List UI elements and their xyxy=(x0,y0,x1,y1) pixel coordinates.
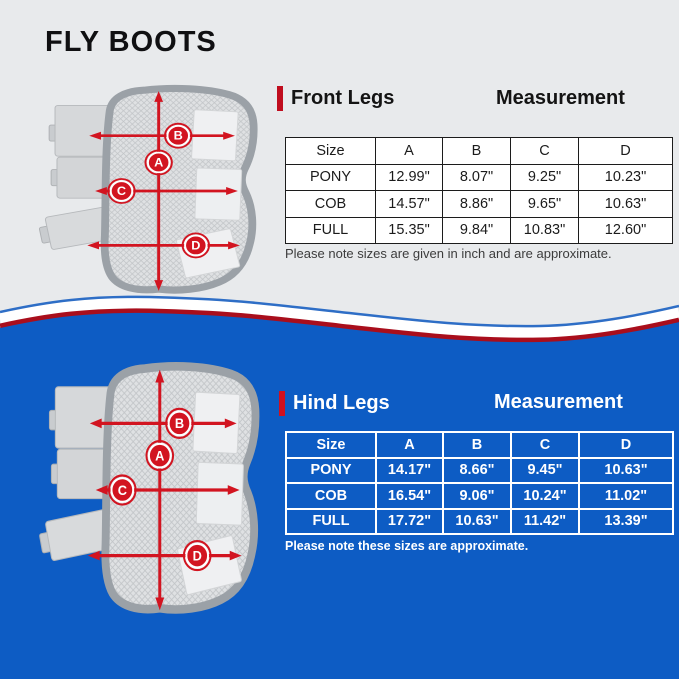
value-cell: 11.42" xyxy=(511,509,579,535)
page-title: FLY BOOTS xyxy=(45,26,217,58)
value-cell: 10.63" xyxy=(579,191,673,218)
header-cell: D xyxy=(579,138,673,165)
header-cell: A xyxy=(376,138,443,165)
value-cell: 10.23" xyxy=(579,164,673,191)
value-cell: 8.86" xyxy=(443,191,511,218)
hind-legs-size-table xyxy=(285,431,674,535)
front-measurement-label: Measurement xyxy=(496,87,625,109)
hind-size-note: Please note these sizes are approximate. xyxy=(285,539,529,553)
header-cell: Size xyxy=(286,432,376,458)
front-size-note: Please note sizes are given in inch and are approximate. xyxy=(285,246,612,261)
table-header-row xyxy=(286,138,673,165)
value-cell: 10.24" xyxy=(511,483,579,509)
hind-legs-heading-label: Hind Legs xyxy=(293,392,390,414)
header-cell: B xyxy=(443,432,511,458)
table-row xyxy=(286,217,673,244)
red-accent-bar xyxy=(277,86,283,111)
value-cell: 10.83" xyxy=(511,217,579,244)
table-row xyxy=(286,191,673,218)
value-cell: 14.17" xyxy=(376,458,443,484)
value-cell: 11.02" xyxy=(579,483,673,509)
table-row xyxy=(286,164,673,191)
value-cell: 12.60" xyxy=(579,217,673,244)
table-row xyxy=(286,458,673,484)
hind-measurement-label: Measurement xyxy=(494,391,623,413)
size-cell: COB xyxy=(286,483,376,509)
value-cell: 8.07" xyxy=(443,164,511,191)
size-cell: COB xyxy=(286,191,376,218)
value-cell: 8.66" xyxy=(443,458,511,484)
table-row xyxy=(286,509,673,535)
value-cell: 9.45" xyxy=(511,458,579,484)
header-cell: C xyxy=(511,138,579,165)
value-cell: 9.25" xyxy=(511,164,579,191)
size-cell: FULL xyxy=(286,509,376,535)
hind-legs-heading xyxy=(279,390,390,416)
size-cell: PONY xyxy=(286,458,376,484)
header-cell: C xyxy=(511,432,579,458)
value-cell: 16.54" xyxy=(376,483,443,509)
header-cell: Size xyxy=(286,138,376,165)
table-header-row xyxy=(286,432,673,458)
front-legs-heading xyxy=(277,85,394,111)
header-cell: D xyxy=(579,432,673,458)
front-legs-size-table xyxy=(285,137,673,244)
value-cell: 12.99" xyxy=(376,164,443,191)
value-cell: 10.63" xyxy=(579,458,673,484)
value-cell: 9.84" xyxy=(443,217,511,244)
value-cell: 17.72" xyxy=(376,509,443,535)
value-cell: 15.35" xyxy=(376,217,443,244)
size-cell: PONY xyxy=(286,164,376,191)
header-cell: A xyxy=(376,432,443,458)
value-cell: 9.06" xyxy=(443,483,511,509)
value-cell: 10.63" xyxy=(443,509,511,535)
size-cell: FULL xyxy=(286,217,376,244)
hind-boot-illustration xyxy=(12,361,278,619)
header-cell: B xyxy=(443,138,511,165)
table-row xyxy=(286,483,673,509)
red-accent-bar xyxy=(279,391,285,416)
value-cell: 14.57" xyxy=(376,191,443,218)
front-boot-illustration xyxy=(12,84,276,298)
front-legs-heading-label: Front Legs xyxy=(291,87,395,109)
value-cell: 9.65" xyxy=(511,191,579,218)
value-cell: 13.39" xyxy=(579,509,673,535)
